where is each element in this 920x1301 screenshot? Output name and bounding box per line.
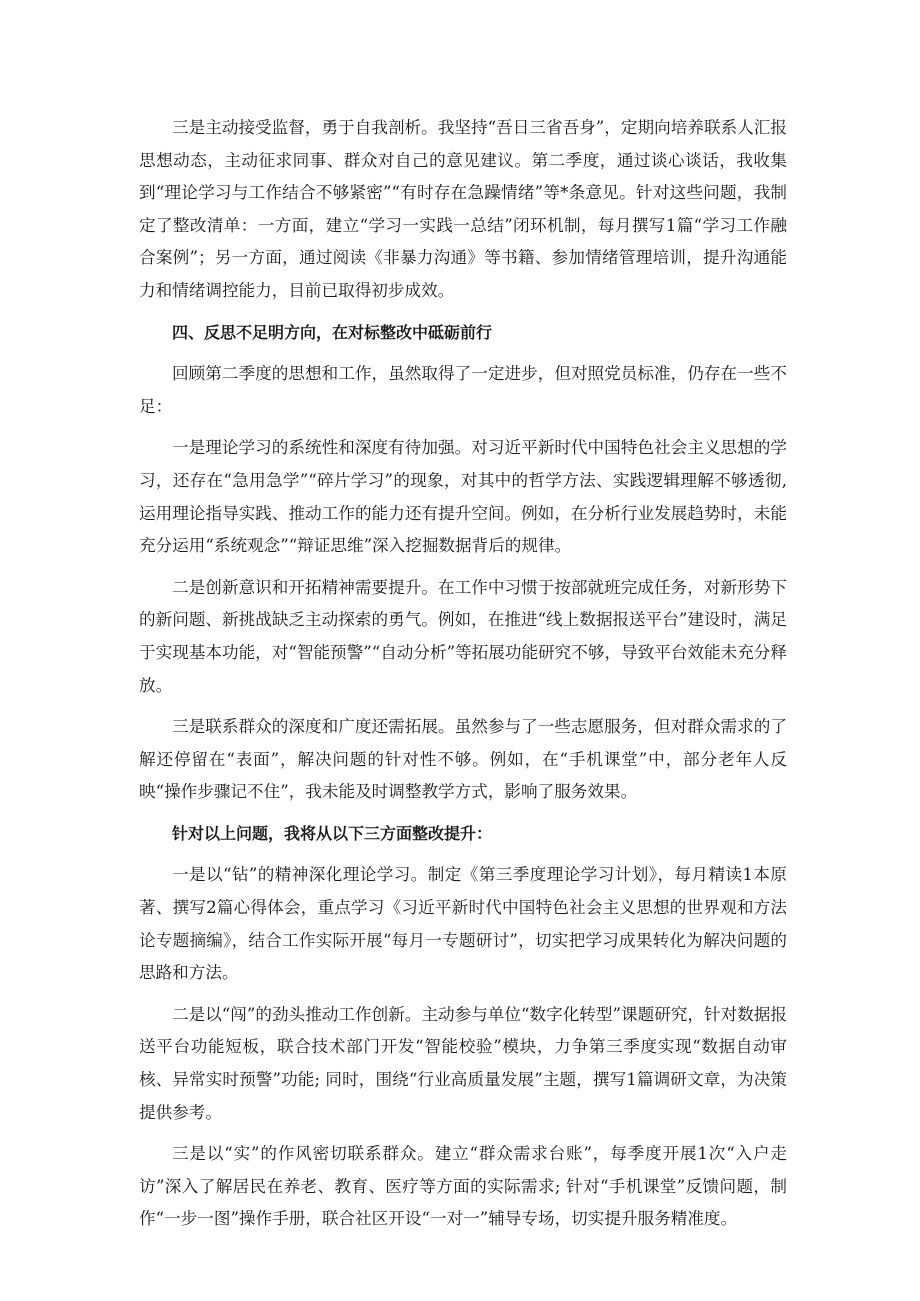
section-heading-reflection: 四、反思不足明方向，在对标整改中砥砺前行 [172,322,493,342]
paragraph-shortcoming-theory: 一是理论学习的系统性和深度有待加强。对习近平新时代中国特色社会主义思想的学习，还存在“急用急学”“碎片学习”的现象，对其中的哲学方法、实践逻辑理解不够透彻,运用理论指导实践、推动工作的能力还有提升空间。例如，在分析行业发展趋势时，未能充分运用“系统观念”“辩证思维”深入挖掘数据背后的规律。 [139,438,787,556]
paragraph-shortcoming-masses: 三是联系群众的深度和广度还需拓展。虽然参与了一些志愿服务，但对群众需求的了解还停留在“表面”，解决问题的针对性不够。例如，在“手机课堂”中，部分老年人反映“操作步骤记不住”，我未能及时调整教学方式，影响了服务效果。 [139,717,787,802]
paragraph-shortcoming-innovation: 二是创新意识和开拓精神需要提升。在工作中习惯于按部就班完成任务，对新形势下的新问题、新挑战缺乏主动探索的勇气。例如，在推进“线上数据报送平台”建设时，满足于实现基本功能，对“智能预警”“自动分析”等拓展功能研究不够，导致平台效能未充分释放。 [139,577,787,695]
paragraph-plan-study: 一是以“钻”的精神深化理论学习。制定《第三季度理论学习计划》，每月精读1本原著、撰写2篇心得体会，重点学习《习近平新时代中国特色社会主义思想的世界观和方法论专题摘编》，结合工作实际开展“每月一专题研讨”，切实把学习成果转化为解决问题的思路和方法。 [139,865,787,983]
paragraph-plan-masses: 三是以“实”的作风密切联系群众。建立“群众需求台账”，每季度开展1次“入户走访”深入了解居民在养老、教育、医疗等方面的实际需求; 针对“手机课堂”反馈问题，制作“一步一图”操作手册，联合社区开设“一对一”辅导专场，切实提升服务精准度。 [139,1144,787,1229]
paragraph-supervision: 三是主动接受监督，勇于自我剖析。我坚持“吾日三省吾身”，定期向培养联系人汇报思想动态，主动征求同事、群众对自己的意见建议。第二季度，通过谈心谈话，我收集到“理论学习与工作结合不够紧密”“有时存在急躁情绪”等*条意见。针对这些问题，我制定了整改清单：一方面，建立“学习一实践一总结”闭环机制，每月撰写1篇“学习工作融合案例”；另一方面，通过阅读《非暴力沟通》等书籍、参加情绪管理培训，提升沟通能力和情绪调控能力，目前已取得初步成效。 [139,118,787,300]
document-body [139,112,787,1245]
paragraph-review-intro: 回顾第二季度的思想和工作，虽然取得了一定进步，但对照党员标准，仍存在一些不足： [139,364,787,416]
paragraph-plan-innovation: 二是以“闯”的劲头推动工作创新。主动参与单位“数字化转型”课题研究，针对数据报送平台功能短板，联合技术部门开发“智能校验”模块，力争第三季度实现“数据自动审核、异常实时预警”功能; 同时，围绕“行业高质量发展”主题，撰写1篇调研文章，为决策提供参考。 [139,1004,787,1122]
section-heading-rectification: 针对以上问题，我将从以下三方面整改提升： [172,823,493,843]
